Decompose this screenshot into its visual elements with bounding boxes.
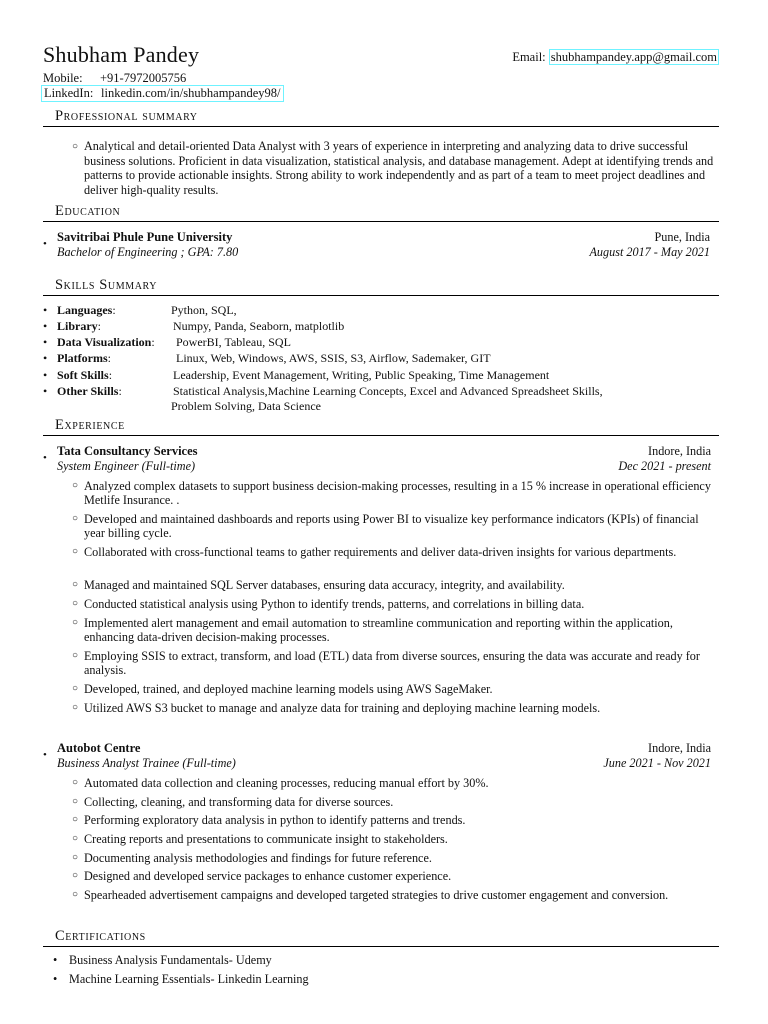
experience-item: ○ Performing exploratory data analysis in python to identify patterns and trends. [72, 813, 466, 827]
education-location: Pune, India [654, 230, 710, 244]
experience-item: ○ Collaborated with cross-functional teams to gather requirements and deliver data-driven insights for various departments. [72, 545, 677, 559]
linkedin-label: LinkedIn: [44, 86, 94, 100]
mobile-number: +91-7972005756 [100, 71, 187, 85]
bullet-icon: • [43, 368, 48, 382]
certification-text: Business Analysis Fundamentals- Udemy [69, 953, 272, 967]
experience-item: ○ Documenting analysis methodologies and findings for future reference. [72, 851, 432, 865]
education-dates: August 2017 - May 2021 [589, 245, 710, 259]
bullet-icon: • [53, 953, 58, 967]
email-label: Email: [512, 50, 546, 64]
summary-text: Analytical and detail-oriented Data Analyst with 3 years of experience in interpreting and analyzing data to drive successful business solutions. Proficient in data visualization, statistical analysis, and database management. Adept at identifying trends and patterns to provide actionable insights. Strong ability to work independently and as part of a team to meet project deadlines and deliver high-quality results. [84, 139, 714, 197]
bullet-icon: • [43, 452, 47, 464]
circle-bullet-icon: ○ [72, 702, 79, 713]
job-dates: June 2021 - Nov 2021 [603, 756, 711, 770]
bullet-icon: • [43, 319, 48, 333]
skill-row: • Soft Skills: Leadership, Event Management, Writing, Public Speaking, Time Management [43, 368, 550, 382]
experience-item: ○ Spearheaded advertisement campaigns and developed targeted strategies to drive customer engagement and conversion. [72, 888, 669, 902]
bullet-icon: • [43, 303, 48, 317]
bullet-icon: • [43, 238, 47, 250]
company-name: Tata Consultancy Services [57, 444, 198, 458]
experience-item: ○ Conducted statistical analysis using Python to identify trends, patterns, and correlations in billing data. [72, 597, 585, 611]
skill-value: Problem Solving, Data Science [171, 399, 321, 413]
experience-item: ○ Developed, trained, and deployed machine learning models using AWS SageMaker. [72, 682, 493, 696]
section-heading-certifications: Certifications [43, 928, 719, 947]
skill-row: • Data Visualization: PowerBI, Tableau, SQL [43, 335, 291, 349]
candidate-name: Shubham Pandey [43, 42, 200, 67]
section-heading-summary: Professional summary [43, 108, 719, 127]
mobile-line [43, 71, 186, 86]
circle-bullet-icon: ○ [72, 579, 79, 590]
section-heading-experience: Experience [43, 417, 719, 436]
experience-item: ○ Developed and maintained dashboards and reports using Power BI to visualize key performance indicators (KPIs) of financial year billing cycle. [72, 512, 699, 540]
skill-value: Leadership, Event Management, Writing, Public Speaking, Time Management [173, 368, 550, 382]
bullet-icon: • [43, 335, 48, 349]
experience-item: ○ Managed and maintained SQL Server databases, ensuring data accuracy, integrity, and availability. [72, 578, 565, 592]
circle-bullet-icon: ○ [72, 870, 79, 881]
mobile-label: Mobile: [43, 71, 83, 85]
linkedin-url: linkedin.com/in/shubhampandey98/ [101, 86, 281, 100]
circle-bullet-icon: ○ [72, 617, 79, 628]
experience-item: ○ Implemented alert management and email automation to streamline communication and reporting within the application, enhancing data-driven decision-making processes. [72, 616, 673, 644]
circle-bullet-icon: ○ [72, 777, 79, 788]
bullet-icon: • [43, 749, 47, 761]
section-heading-education: Education [43, 203, 719, 222]
experience-item: ○ Analyzed complex datasets to support business decision-making processes, resulting in a 15 % increase in operational efficiency Metlife Insurance. . [72, 479, 711, 507]
skill-row: • Other Skills: Statistical Analysis,Machine Learning Concepts, Excel and Advanced Spreadsheet Skills, Problem Solving, Data Science [43, 384, 603, 413]
bullet-icon: • [53, 972, 58, 986]
skill-row: • Library: Numpy, Panda, Seaborn, matplotlib [43, 319, 345, 333]
job-role: Business Analyst Trainee (Full-time) [57, 756, 236, 770]
circle-bullet-icon: ○ [72, 650, 79, 661]
circle-bullet-icon: ○ [72, 546, 79, 557]
experience-item: ○ Creating reports and presentations to communicate insight to stakeholders. [72, 832, 448, 846]
experience-item: ○ Automated data collection and cleaning processes, reducing manual effort by 30%. [72, 776, 489, 790]
job-dates: Dec 2021 - present [618, 459, 711, 473]
circle-bullet-icon: ○ [72, 833, 79, 844]
company-location: Indore, India [648, 444, 711, 458]
circle-bullet-icon: ○ [72, 796, 79, 807]
circle-bullet-icon: ○ [72, 598, 79, 609]
circle-bullet-icon: ○ [72, 683, 79, 694]
circle-bullet-icon: ○ [72, 141, 79, 152]
summary-item [72, 139, 714, 197]
circle-bullet-icon: ○ [72, 852, 79, 863]
bullet-icon: • [43, 384, 48, 398]
section-heading-skills: Skills Summary [43, 277, 719, 296]
skill-row: • Languages: Python, SQL, [43, 303, 237, 317]
company-name: Autobot Centre [57, 741, 141, 755]
skill-value: Linux, Web, Windows, AWS, SSIS, S3, Airflow, Sademaker, GIT [176, 351, 491, 365]
education-degree: Bachelor of Engineering ; GPA: 7.80 [57, 245, 239, 259]
skill-value: PowerBI, Tableau, SQL [176, 335, 291, 349]
experience-item: ○ Employing SSIS to extract, transform, and load (ETL) data from diverse sources, ensuring the data was accurate and ready for analysis. [72, 649, 700, 677]
email-link[interactable]: shubhampandey.app@gmail.com [550, 50, 717, 64]
skill-value: Python, SQL, [171, 303, 237, 317]
skill-value: Statistical Analysis,Machine Learning Concepts, Excel and Advanced Spreadsheet Skills, [173, 384, 603, 398]
education-institution: Savitribai Phule Pune University [57, 230, 233, 244]
bullet-icon: • [43, 351, 48, 365]
skill-value: Numpy, Panda, Seaborn, matplotlib [173, 319, 345, 333]
certification-text: Machine Learning Essentials- Linkedin Learning [69, 972, 309, 986]
skill-row: • Platforms: Linux, Web, Windows, AWS, SSIS, S3, Airflow, Sademaker, GIT [43, 351, 491, 365]
job-role: System Engineer (Full-time) [57, 459, 196, 473]
circle-bullet-icon: ○ [72, 814, 79, 825]
experience-item: ○ Designed and developed service packages to enhance customer experience. [72, 869, 452, 883]
circle-bullet-icon: ○ [72, 513, 79, 524]
email-line [512, 50, 719, 65]
experience-item: ○ Utilized AWS S3 bucket to manage and analyze data for training and deploying machine learning models. [72, 701, 601, 715]
circle-bullet-icon: ○ [72, 889, 79, 900]
circle-bullet-icon: ○ [72, 480, 79, 491]
company-location: Indore, India [648, 741, 711, 755]
linkedin-link[interactable] [41, 85, 284, 102]
experience-item: ○ Collecting, cleaning, and transforming data for diverse sources. [72, 795, 394, 809]
